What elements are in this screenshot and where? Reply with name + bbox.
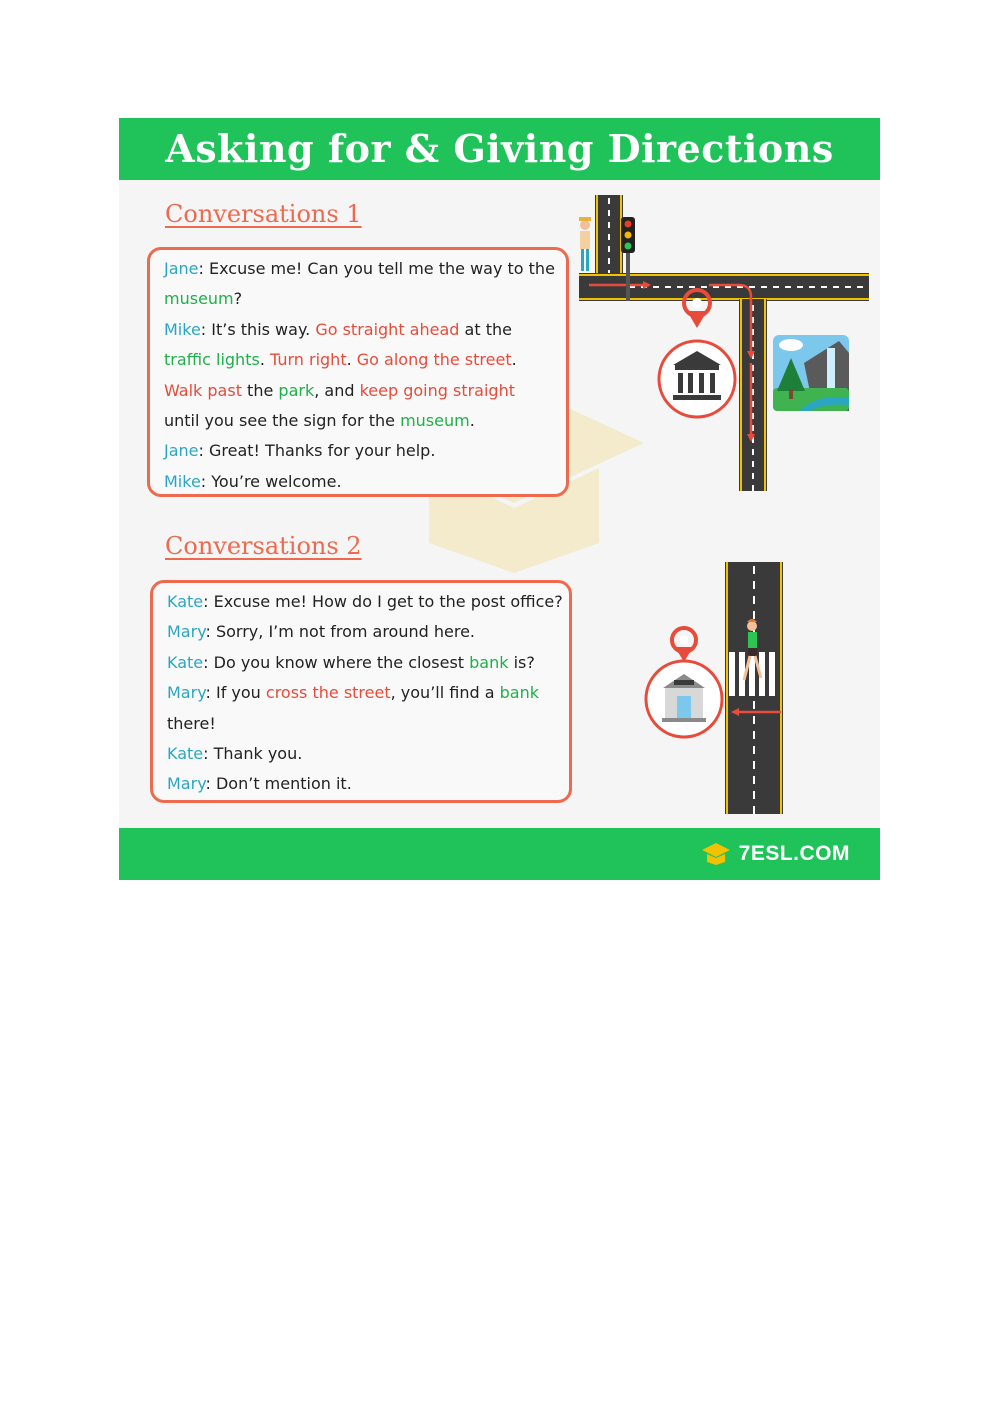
dialogue-text: there! — [167, 713, 216, 733]
infographic-card — [119, 118, 880, 880]
place-name: bank — [499, 683, 539, 703]
speaker-name: Mike — [164, 319, 201, 339]
dialogue-text: : Great! Thanks for your help. — [198, 441, 436, 461]
place-name: museum — [164, 289, 234, 309]
speaker-name: Mary — [167, 622, 206, 642]
direction-phrase: keep going straight — [359, 380, 515, 400]
dialogue-line — [167, 709, 559, 739]
conversation-2-box — [150, 580, 572, 803]
dialogue-line — [164, 467, 556, 497]
dialogue-line — [167, 587, 563, 617]
directions-map-1 — [569, 193, 874, 493]
pedestrian-icon — [579, 217, 591, 271]
dialogue-text: the — [241, 380, 279, 400]
dialogue-line — [164, 436, 556, 466]
dialogue-line — [167, 648, 559, 678]
dialogue-text: . — [259, 350, 270, 370]
dialogue-text: : It’s this way. — [200, 319, 316, 339]
dialogue-text: . — [469, 411, 475, 431]
dialogue-text: : Sorry, I’m not from around here. — [205, 622, 476, 642]
dialogue-text: . — [511, 350, 517, 370]
brand-logo — [701, 838, 850, 870]
speaker-name: Mary — [167, 774, 206, 794]
dialogue-text: until you see the sign for the — [164, 411, 401, 431]
speaker-name: Kate — [167, 652, 204, 672]
speaker-name: Mary — [167, 683, 206, 703]
dialogue-text: : Don’t mention it. — [205, 774, 352, 794]
place-name: park — [278, 380, 315, 400]
dialogue-text: . — [346, 350, 357, 370]
graduation-cap-icon — [701, 842, 731, 866]
dialogue-text: , you’ll find a — [390, 683, 500, 703]
dialogue-text: : Thank you. — [203, 744, 303, 764]
dialogue-text: : You’re welcome. — [200, 471, 342, 491]
dialogue-line — [164, 284, 556, 314]
speaker-name: Kate — [167, 592, 204, 611]
direction-phrase: Walk past — [164, 380, 242, 400]
dialogue-line — [164, 315, 556, 345]
dialogue-line — [164, 345, 556, 375]
direction-phrase: Turn right — [269, 350, 347, 370]
dialogue-line — [167, 617, 559, 647]
direction-phrase: cross the street — [265, 683, 391, 703]
dialogue-text: ? — [233, 289, 243, 309]
dialogue-line — [167, 739, 559, 769]
speaker-name: Kate — [167, 744, 204, 764]
dialogue-line — [164, 254, 556, 284]
dialogue-text: , and — [314, 380, 360, 400]
directions-map-2 — [639, 558, 819, 818]
place-name: traffic lights — [164, 350, 260, 370]
speaker-name: Mike — [164, 471, 201, 491]
dialogue-text: : Excuse me! How do I get to the post office? — [203, 592, 563, 611]
brand-name: 7ESL.COM — [738, 842, 850, 865]
dialogue-text: : Excuse me! Can you tell me the way to the — [198, 259, 555, 278]
dialogue-text: at the — [459, 319, 512, 339]
park-icon — [773, 335, 849, 411]
direction-phrase: Go straight ahead — [315, 319, 460, 339]
place-name: museum — [400, 411, 470, 431]
dialogue-text: : If you — [205, 683, 266, 703]
speaker-name: Jane — [164, 259, 199, 278]
speaker-name: Jane — [164, 441, 199, 461]
conversation-1-box — [147, 247, 569, 497]
conversation-2-heading: Conversations 2 — [165, 532, 362, 560]
conversation-1-heading: Conversations 1 — [165, 200, 362, 228]
footer-bar — [119, 828, 880, 880]
page-title: Asking for & Giving Directions — [165, 126, 834, 171]
dialogue-line — [164, 376, 556, 406]
bank-pin-icon — [646, 628, 722, 737]
dialogue-text: : Do you know where the closest — [203, 652, 470, 672]
dialogue-line — [164, 406, 556, 436]
direction-phrase: Go along the street — [356, 350, 512, 370]
dialogue-text: is? — [508, 652, 535, 672]
dialogue-line — [167, 678, 559, 708]
dialogue-line — [167, 769, 559, 799]
title-bar — [119, 118, 880, 180]
place-name: bank — [469, 652, 509, 672]
